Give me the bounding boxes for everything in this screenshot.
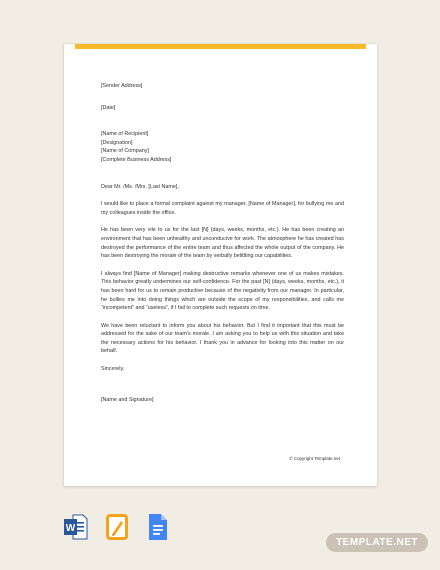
google-docs-icon[interactable] [146, 513, 170, 541]
closing: Sincerely, [101, 366, 125, 373]
letter-page [64, 44, 377, 486]
signature: [Name and Signature] [101, 396, 154, 403]
copyright-text: © Copyright Template.net [289, 456, 340, 461]
header-accent-bar [75, 44, 366, 49]
sender-address: [Sender Address] [101, 83, 143, 89]
pages-icon[interactable] [105, 513, 129, 541]
paragraph-behavior: He has been very vile to us for the last [N] (days, weeks, months, etc.). He has been creating an environment that has been unhealthy and unconducive for work. The atmosphere he has created has destroyed the performance of the entire team and thus affected the whole output of the company. He has been destroying the morale of the team by verbally belittling our capabilities. [101, 227, 344, 260]
brand-badge[interactable]: TEMPLATE.NET [326, 533, 428, 552]
paragraph-request: We have been reluctant to inform you about his behavior. But I find it important that this must be addressed for the sake of our team’s morale. I am asking you to help us with this situation and take the necessary actions for his behavior. I thank you in advance for looking into this matter on our behalf. [101, 322, 344, 355]
paragraph-intro: I would like to place a formal complaint against my manager, [Name of Manager], for bullying me and my colleagues inside the office. [101, 201, 344, 216]
date: [Date] [101, 104, 116, 111]
paragraph-details: I always find [Name of Manager] making destructive remarks whenever one of us makes mistakes. This behavior greatly undermines our self-confidence. For the past [N] (days, weeks, months, etc.), it has been hard for us to remain productive because of the negativity from our manager. In particular, he bullies me into doing things which are outside the scope of my responsibilities, and calls me “incompetent” and “useless”, if I fail to complete such requests on time. [101, 270, 344, 312]
word-icon[interactable] [64, 513, 88, 541]
svg-text:W: W [65, 523, 76, 534]
recipient-address: [Complete Business Address] [101, 156, 172, 163]
letter-body [101, 82, 344, 404]
recipient-block [101, 130, 344, 164]
recipient-name: [Name of Recipient] [101, 131, 149, 138]
app-icons-row [64, 513, 170, 541]
recipient-company: [Name of Company] [101, 148, 149, 155]
salutation: Dear Mr. /Ms. /Mrs. [Last Name], [101, 183, 179, 190]
recipient-designation: [Designation] [101, 139, 133, 146]
